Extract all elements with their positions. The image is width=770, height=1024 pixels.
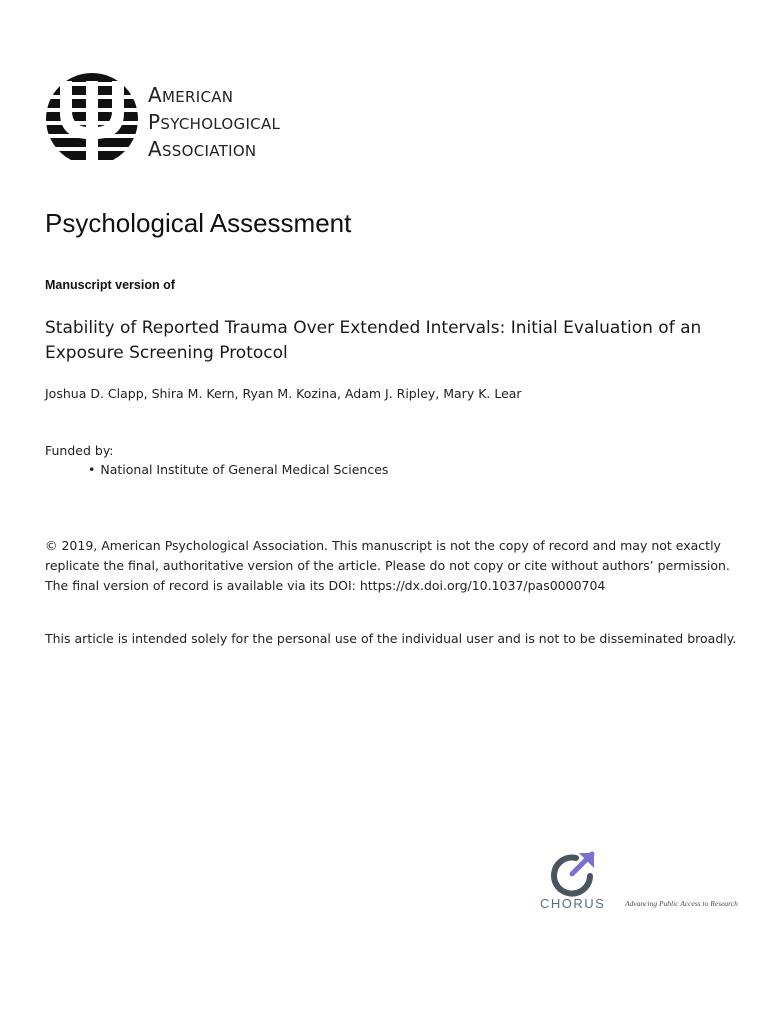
chorus-tagline: Advancing Public Access to Research (625, 899, 738, 908)
article-title: Stability of Reported Trauma Over Extended Intervals: Initial Evaluation of an Exposure Screening Protocol (45, 318, 702, 363)
apa-name-line3: ASSOCIATION (148, 137, 257, 161)
chorus-arrow-icon (546, 850, 598, 898)
funder-item: • National Institute of General Medical Sciences (88, 462, 388, 477)
copyright-notice: © 2019, American Psychological Association. This manuscript is not the copy of record and may not exactly replicate the final, authoritative version of the article. Please do not copy or cite without authors’ permission. The final version of record is available via its DOI: https://dx.doi.org/10.1037/pas0000704 (45, 538, 730, 593)
journal-title: Psychological Assessment (45, 208, 352, 238)
funder-list (88, 462, 388, 477)
apa-wordmark (148, 83, 280, 164)
usage-note: This article is intended solely for the personal use of the individual user and is not to be disseminated broadly. (45, 631, 737, 646)
apa-name-line1: AMERICAN (148, 83, 234, 107)
funded-by-label: Funded by: (45, 443, 114, 458)
apa-psi-icon (46, 71, 138, 167)
apa-name-line2: PSYCHOLOGICAL (148, 110, 281, 134)
apa-logo (46, 71, 296, 171)
author-list: Joshua D. Clapp, Shira M. Kern, Ryan M. Kozina, Adam J. Ripley, Mary K. Lear (45, 386, 522, 401)
chorus-logo (538, 848, 738, 914)
manuscript-version-label: Manuscript version of (45, 278, 175, 292)
chorus-name: CHORUS (540, 896, 606, 911)
